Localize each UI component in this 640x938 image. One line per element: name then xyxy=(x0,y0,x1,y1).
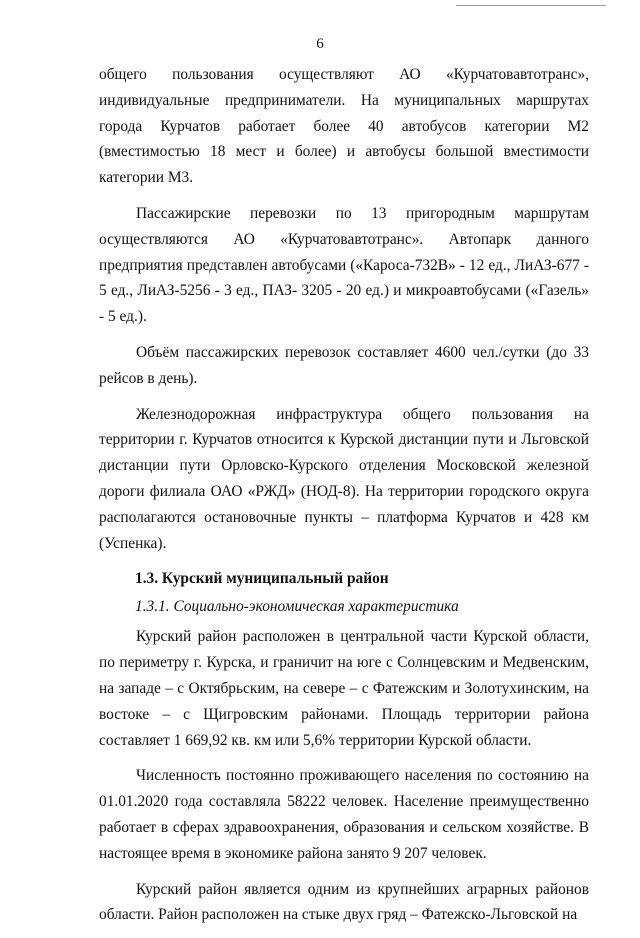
paragraph-population: Численность постоянно проживающего населения по состоянию на 01.01.2020 года составляла 58222 человек. Население преимущественно работает в сферах здравоохранения, образования и сельском хозяйстве. В настоящее время в экономике района занято 9 207 человек. xyxy=(99,767,589,862)
paragraph-suburban-routes: Пассажирские перевозки по 13 пригородным маршрутам осуществляются АО «Курчатовавтотранс». Автопарк данного предприятия представлен автобусами («Кароса-732В» - 12 ед., ЛиАЗ-677 - 5 ед., ЛиАЗ-5256 - 3 ед., ПАЗ- 3205 - 20 ед.) и микроавтобусами («Газель» - 5 ед.). xyxy=(99,204,589,326)
paragraph-railway-infrastructure: Железнодорожная инфраструктура общего пользования на территории г. Курчатов относится к Курской дистанции пути и Льговской дистанции пути Орловско-Курского отделения Московской железной дороги филиала ОАО «РЖД» (НОД-8). На территории городского округа располагаются остановочные пункты – платформа Курчатов и 428 км (Успенка). xyxy=(99,405,589,552)
scan-edge-line xyxy=(456,5,606,6)
paragraph-transport-operators: общего пользования осуществляют АО «Курчатовавтотранс», индивидуальные предприниматели. На муниципальных маршрутах города Курчатов работает более 40 автобусов категории М2 (вместимостью 18 мест и более) и автобусы большой вместимости категории М3. xyxy=(99,66,589,187)
document-body xyxy=(99,62,589,938)
paragraph-passenger-volume: Объём пассажирских перевозок составляет 4600 чел./сутки (до 33 рейсов в день). xyxy=(99,343,589,387)
page-number: 6 xyxy=(316,36,324,52)
paragraph-district-location: Курский район расположен в центральной части Курской области, по периметру г. Курска, и граничит на юге с Солнцевским и Медвенским, на западе – с Октябрьским, на севере – с Фатежским и Золотухинским, на востоке – с Щигровским районами. Площадь территории района составляет 1 669,92 кв. км или 5,6% территории Курской области. xyxy=(99,628,589,749)
paragraph-agriculture: Курский район является одним из крупнейших аграрных районов области. Район расположен на стыке двух гряд – Фатежско-Льговской на xyxy=(99,880,589,924)
subsection-title: 1.3.1. Социально-экономическая характеристика xyxy=(135,598,459,616)
section-title: 1.3. Курский муниципальный район xyxy=(135,570,389,588)
